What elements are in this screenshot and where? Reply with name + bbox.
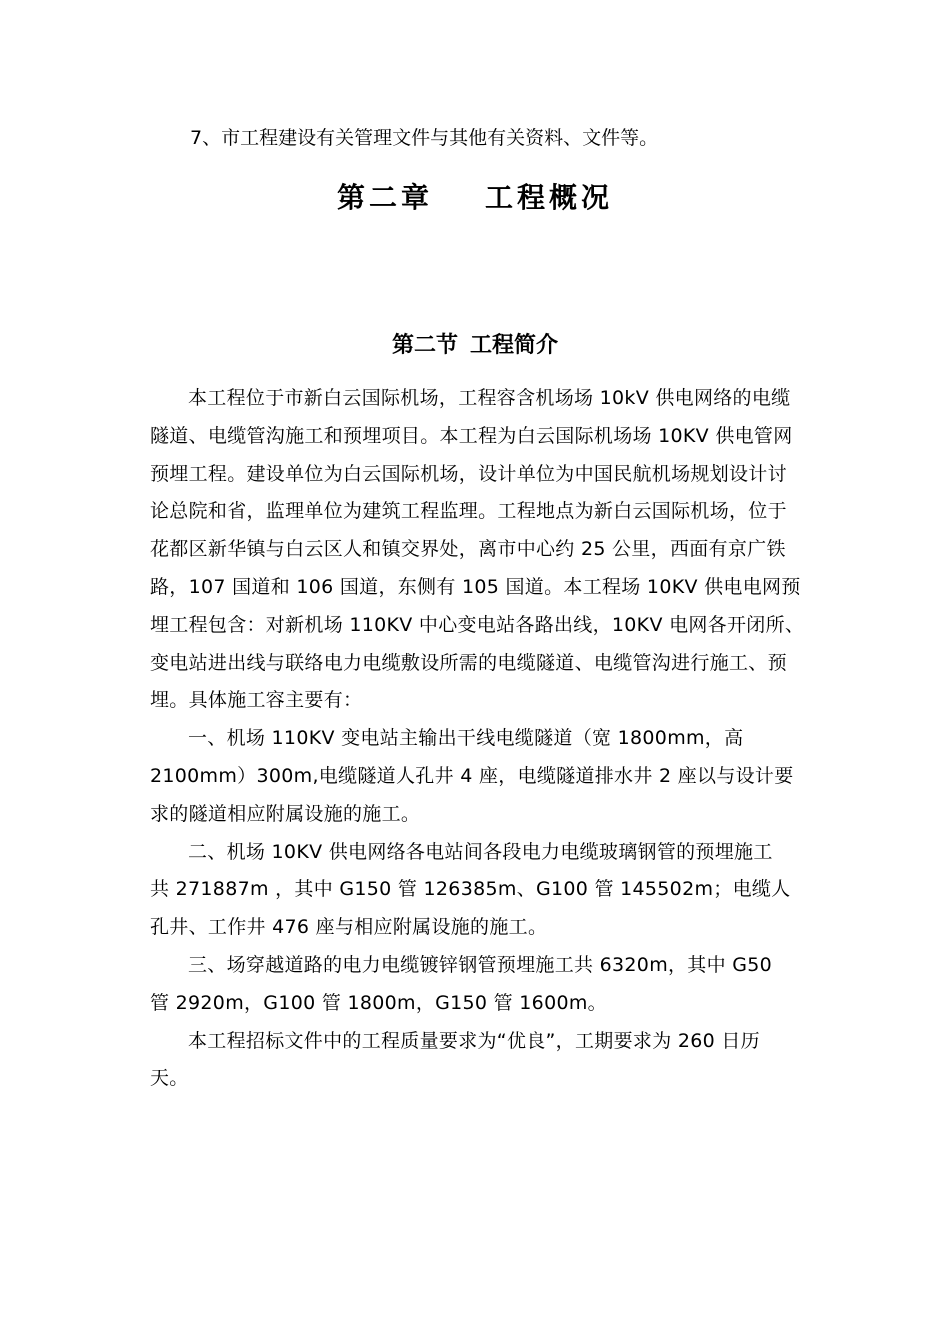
chapter-heading <box>0 178 950 218</box>
section-heading <box>0 330 950 362</box>
section-title: 工程简介 <box>470 333 559 358</box>
body-line: 天。 <box>150 1067 189 1090</box>
body-line: 2100mm）300m,电缆隧道人孔井 4 座，电缆隧道排水井 2 座以与设计要 <box>150 765 794 787</box>
body-line: 三、场穿越道路的电力电缆镀锌钢管预埋施工共 6320m，其中 G50 <box>188 954 773 976</box>
body-line: 本工程位于市新白云国际机场，工程容含机场场 10kV 供电网络的电缆 <box>188 387 791 409</box>
chapter-number: 第二章 <box>336 181 433 214</box>
list-item-7: 7、市工程建设有关管理文件与其他有关资料、文件等。 <box>190 127 659 149</box>
chapter-title: 工程概况 <box>485 181 614 214</box>
body-line: 埋工程包含：对新机场 110KV 中心变电站各路出线，10KV 电网各开闭所、 <box>150 613 805 636</box>
body-line: 隧道、电缆管沟施工和预埋项目。本工程为白云国际机场场 10KV 供电管网 <box>150 424 793 447</box>
body-line: 孔井、工作井 476 座与相应附属设施的施工。 <box>150 916 548 939</box>
body-line: 求的隧道相应附属设施的施工。 <box>150 802 421 825</box>
body-line: 变电站进出线与联络电力电缆敷设所需的电缆隧道、电缆管沟进行施工、预 <box>150 651 787 674</box>
body-line: 一、机场 110KV 变电站主输出干线电缆隧道（宽 1800mm，高 <box>188 727 744 750</box>
body-line: 预埋工程。建设单位为白云国际机场，设计单位为中国民航机场规划设计讨 <box>150 462 787 485</box>
body-line: 共 271887m ，其中 G150 管 126385m、G100 管 145502m；电缆人 <box>150 878 791 901</box>
section-number: 第二节 <box>391 333 458 358</box>
body-line: 路，107 国道和 106 国道，东侧有 105 国道。本工程场 10KV 供电电网预 <box>150 576 801 598</box>
body-line: 论总院和省，监理单位为建筑工程监理。工程地点为新白云国际机场，位于 <box>150 500 787 523</box>
body-line: 花都区新华镇与白云区人和镇交界处，离市中心约 25 公里，西面有京广铁 <box>150 538 786 561</box>
body-line: 管 2920m，G100 管 1800m，G150 管 1600m。 <box>150 991 607 1014</box>
body-line: 二、机场 10KV 供电网络各电站间各段电力电缆玻璃钢管的预埋施工 <box>188 840 773 863</box>
body-line: 本工程招标文件中的工程质量要求为“优良”，工期要求为 260 日历 <box>188 1029 760 1052</box>
body-line: 埋。具体施工容主要有： <box>150 689 363 712</box>
